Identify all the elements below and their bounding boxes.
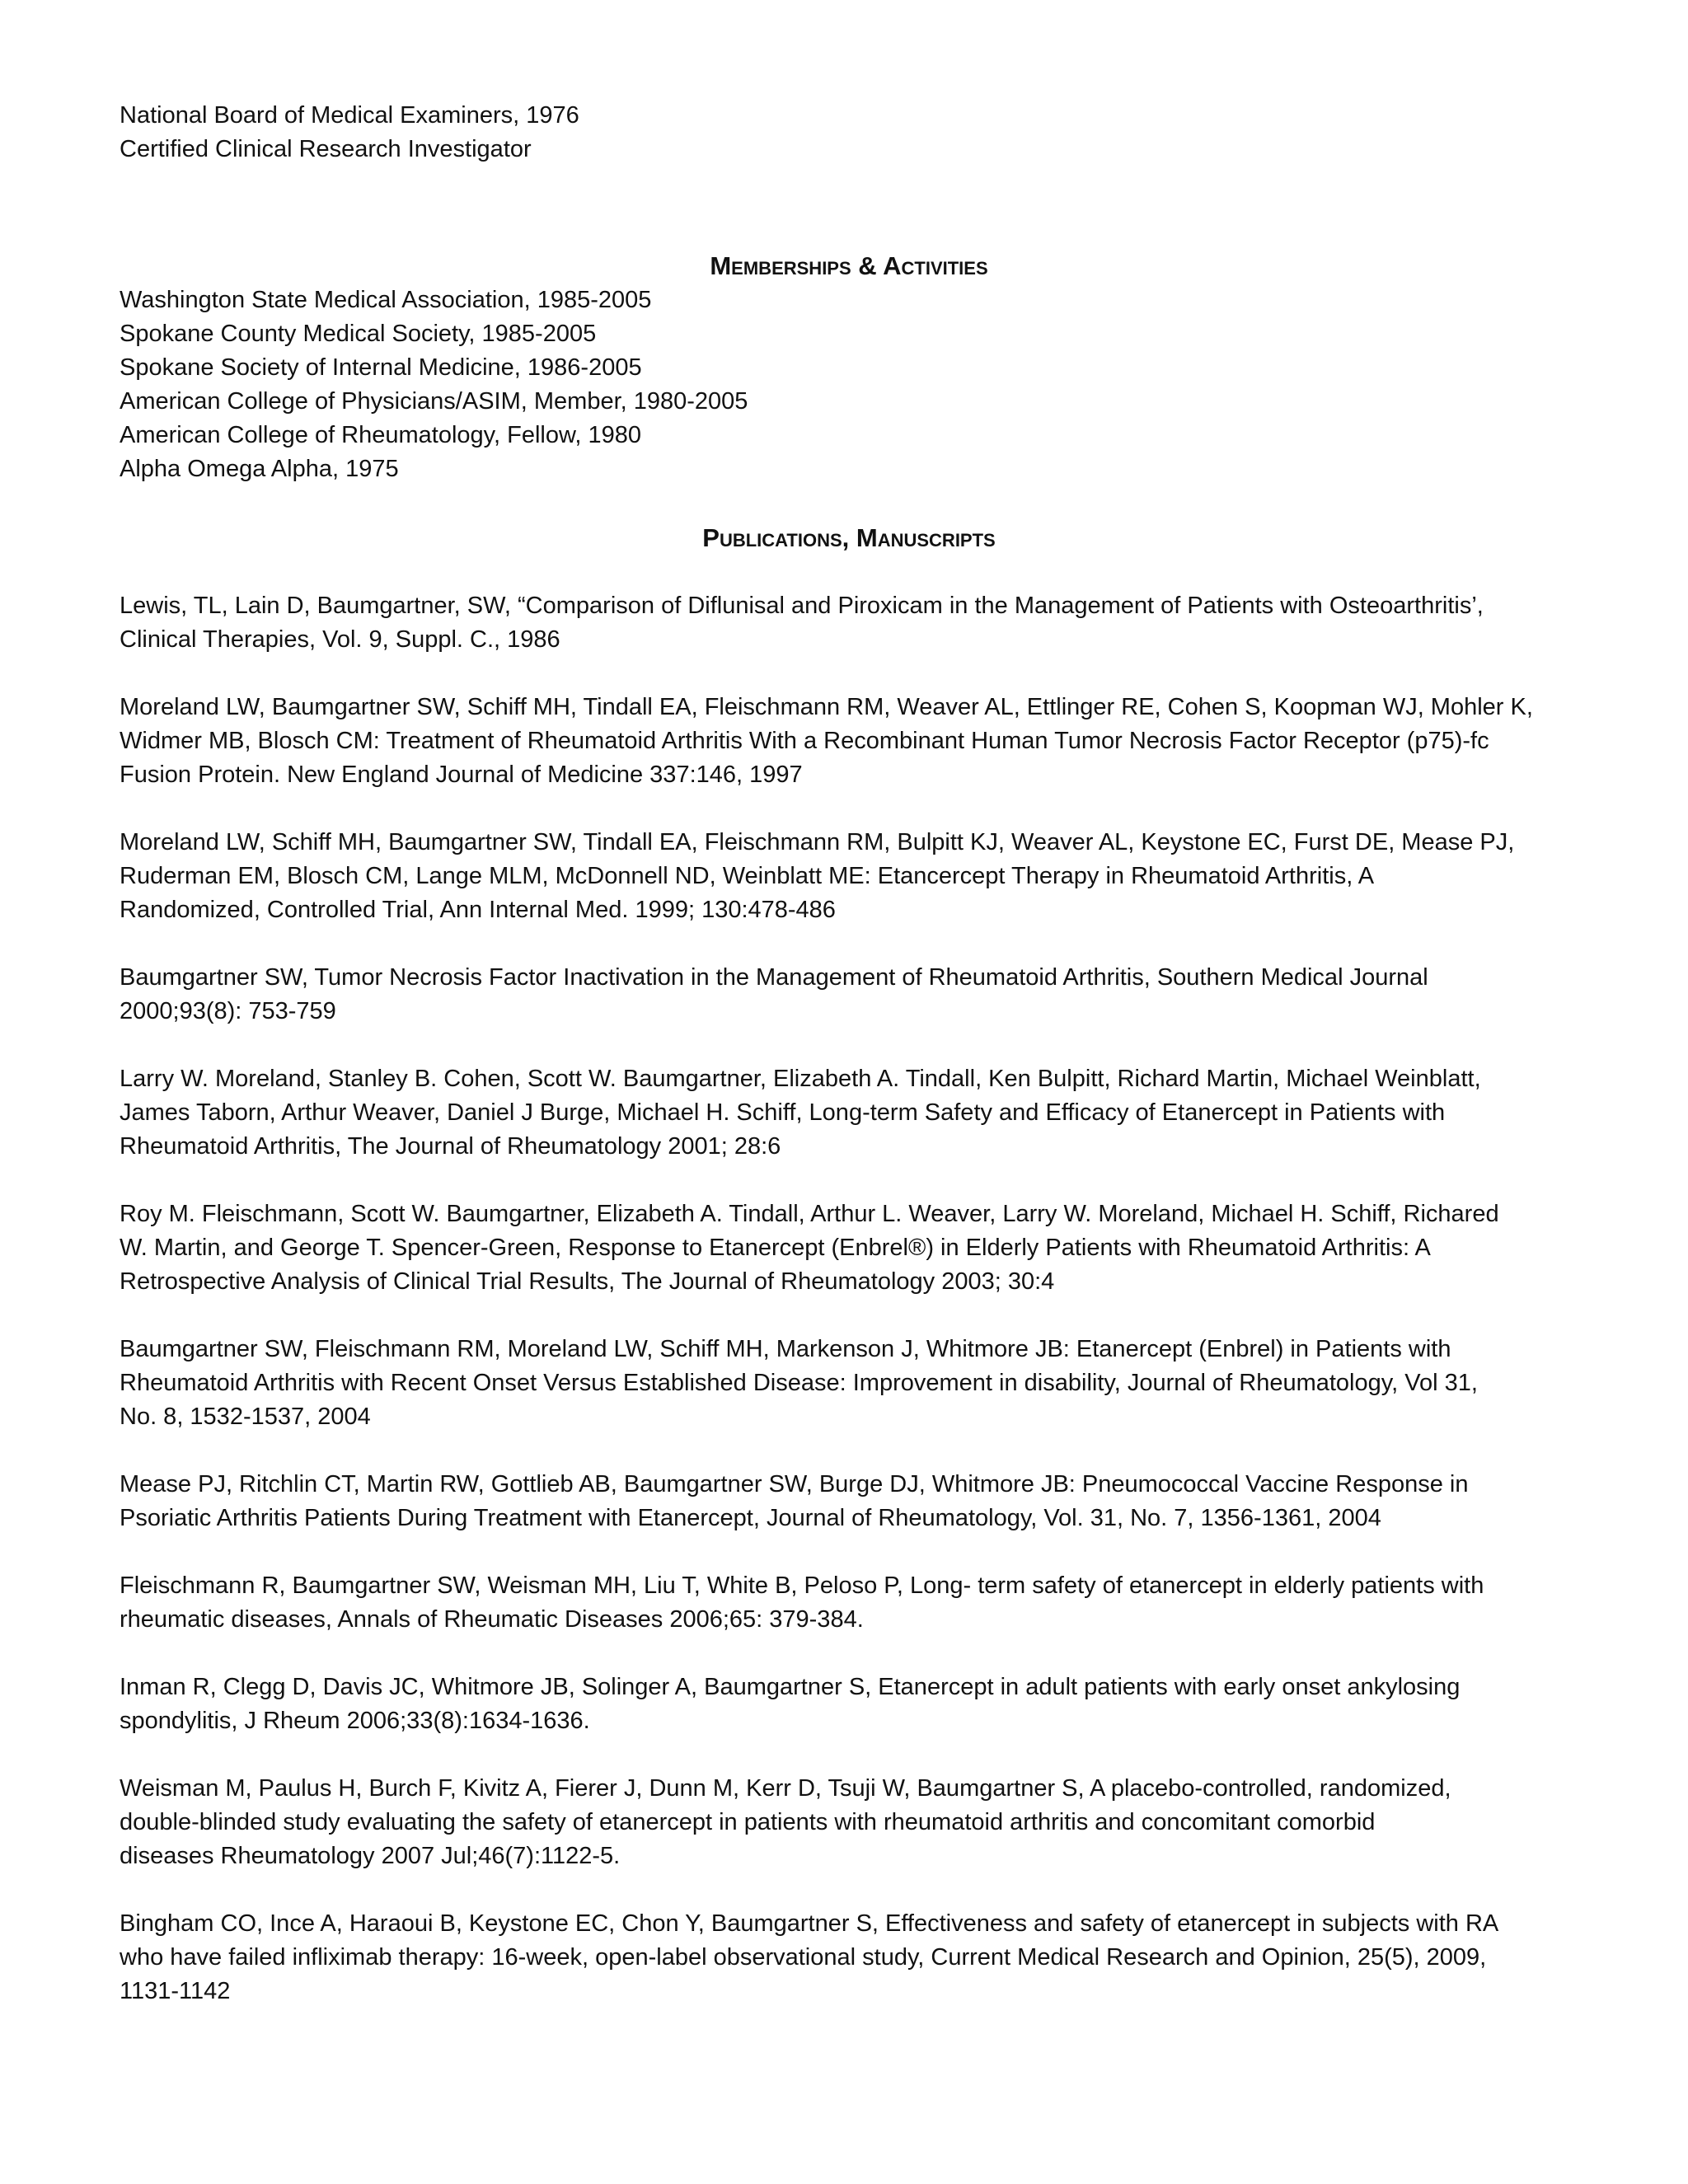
publication-entry	[120, 1671, 1578, 1738]
membership-item: Washington State Medical Association, 1985-2005	[120, 287, 652, 313]
publication-line: James Taborn, Arthur Weaver, Daniel J Burge, Michael H. Schiff, Long-term Safety and Efficacy of Etanercept in Patients with	[120, 1099, 1446, 1126]
publication-entry	[120, 589, 1578, 657]
certification-line: National Board of Medical Examiners, 1976	[120, 102, 579, 129]
publication-line: Widmer MB, Blosch CM: Treatment of Rheumatoid Arthritis With a Recombinant Human Tumor Necrosis Factor Receptor (p75)-fc	[120, 728, 1489, 754]
publication-line: Psoriatic Arthritis Patients During Treatment with Etanercept, Journal of Rheumatology, Vol. 31, No. 7, 1356-1361, 2004	[120, 1505, 1381, 1531]
publication-line: Fusion Protein. New England Journal of Medicine 337:146, 1997	[120, 762, 803, 788]
publication-line: Roy M. Fleischmann, Scott W. Baumgartner, Elizabeth A. Tindall, Arthur L. Weaver, Larry W. Moreland, Michael H. Schiff, Richared	[120, 1201, 1499, 1227]
publication-line: Mease PJ, Ritchlin CT, Martin RW, Gottlieb AB, Baumgartner SW, Burge DJ, Whitmore JB: Pneumococcal Vaccine Response in	[120, 1471, 1469, 1497]
publication-line: diseases Rheumatology 2007 Jul;46(7):1122-5.	[120, 1843, 621, 1869]
publication-line: Rheumatoid Arthritis with Recent Onset Versus Established Disease: Improvement in disability, Journal of Rheumatology, Vol 31,	[120, 1370, 1478, 1396]
publication-line: Randomized, Controlled Trial, Ann Internal Med. 1999; 130:478-486	[120, 897, 836, 923]
publications-section	[120, 521, 1578, 2008]
publication-line: 2000;93(8): 753-759	[120, 998, 336, 1024]
publication-line: Fleischmann R, Baumgartner SW, Weisman MH, Liu T, White B, Peloso P, Long- term safety of etanercept in elderly patients with	[120, 1572, 1484, 1599]
memberships-section	[120, 249, 1578, 486]
publications-heading: Publications, Manuscripts	[702, 523, 996, 552]
publication-line: Lewis, TL, Lain D, Baumgartner, SW, “Comparison of Diflunisal and Piroxicam in the Management of Patients with Osteoarthritis’,	[120, 593, 1484, 619]
memberships-heading: Memberships & Activities	[710, 251, 988, 280]
publication-entry	[120, 1468, 1578, 1535]
publication-entry	[120, 826, 1578, 927]
cv-page	[120, 99, 1578, 2042]
publication-line: Retrospective Analysis of Clinical Trial Results, The Journal of Rheumatology 2003; 30:4	[120, 1268, 1055, 1295]
publication-line: 1131-1142	[120, 1978, 231, 2004]
publication-entry	[120, 1907, 1578, 2008]
publication-line: Weisman M, Paulus H, Burch F, Kivitz A, Fierer J, Dunn M, Kerr D, Tsuji W, Baumgartner S, A placebo-controlled, randomized,	[120, 1775, 1451, 1802]
membership-item: Spokane Society of Internal Medicine, 1986-2005	[120, 354, 642, 381]
publication-line: Moreland LW, Baumgartner SW, Schiff MH, Tindall EA, Fleischmann RM, Weaver AL, Ettlinger RE, Cohen S, Koopman WJ, Mohler K,	[120, 694, 1533, 720]
publication-line: Ruderman EM, Blosch CM, Lange MLM, McDonnell ND, Weinblatt ME: Etancercept Therapy in Rheumatoid Arthritis, A	[120, 863, 1375, 889]
certification-line: Certified Clinical Research Investigator	[120, 136, 532, 162]
publication-entry	[120, 1197, 1578, 1299]
publication-line: rheumatic diseases, Annals of Rheumatic Diseases 2006;65: 379-384.	[120, 1606, 864, 1633]
publication-line: who have failed infliximab therapy: 16-week, open-label observational study, Current Medical Research and Opinion, 25(5), 2009,	[120, 1944, 1487, 1971]
membership-item: Alpha Omega Alpha, 1975	[120, 456, 399, 482]
publication-line: Baumgartner SW, Tumor Necrosis Factor Inactivation in the Management of Rheumatoid Arthritis, Southern Medical Journal	[120, 964, 1428, 991]
publication-entry	[120, 1772, 1578, 1873]
publication-line: Larry W. Moreland, Stanley B. Cohen, Scott W. Baumgartner, Elizabeth A. Tindall, Ken Bulpitt, Richard Martin, Michael Weinblatt,	[120, 1066, 1481, 1092]
publication-line: double-blinded study evaluating the safety of etanercept in patients with rheumatoid arthritis and concomitant comorbid	[120, 1809, 1376, 1835]
publication-line: Clinical Therapies, Vol. 9, Suppl. C., 1986	[120, 626, 560, 653]
publication-line: Moreland LW, Schiff MH, Baumgartner SW, Tindall EA, Fleischmann RM, Bulpitt KJ, Weaver AL, Keystone EC, Furst DE, Mease PJ,	[120, 829, 1515, 855]
publication-line: Bingham CO, Ince A, Haraoui B, Keystone EC, Chon Y, Baumgartner S, Effectiveness and safety of etanercept in subjects with RA	[120, 1910, 1499, 1937]
publication-line: spondylitis, J Rheum 2006;33(8):1634-1636.	[120, 1708, 590, 1734]
membership-item: American College of Physicians/ASIM, Member, 1980-2005	[120, 388, 748, 415]
publication-line: W. Martin, and George T. Spencer-Green, Response to Etanercept (Enbrel®) in Elderly Patients with Rheumatoid Arthritis: A	[120, 1235, 1431, 1261]
publication-entry	[120, 961, 1578, 1029]
certifications-block	[120, 99, 1578, 166]
publication-line: Baumgartner SW, Fleischmann RM, Moreland LW, Schiff MH, Markenson J, Whitmore JB: Etanercept (Enbrel) in Patients with	[120, 1336, 1451, 1362]
membership-item: American College of Rheumatology, Fellow, 1980	[120, 422, 641, 448]
publication-line: Rheumatoid Arthritis, The Journal of Rheumatology 2001; 28:6	[120, 1133, 781, 1160]
publication-entry	[120, 1062, 1578, 1164]
publication-line: Inman R, Clegg D, Davis JC, Whitmore JB, Solinger A, Baumgartner S, Etanercept in adult patients with early onset ankylosing	[120, 1674, 1461, 1700]
publication-entry	[120, 691, 1578, 792]
publication-entry	[120, 1569, 1578, 1637]
publication-entry	[120, 1333, 1578, 1434]
membership-item: Spokane County Medical Society, 1985-2005	[120, 321, 597, 347]
publication-line: No. 8, 1532-1537, 2004	[120, 1404, 371, 1430]
